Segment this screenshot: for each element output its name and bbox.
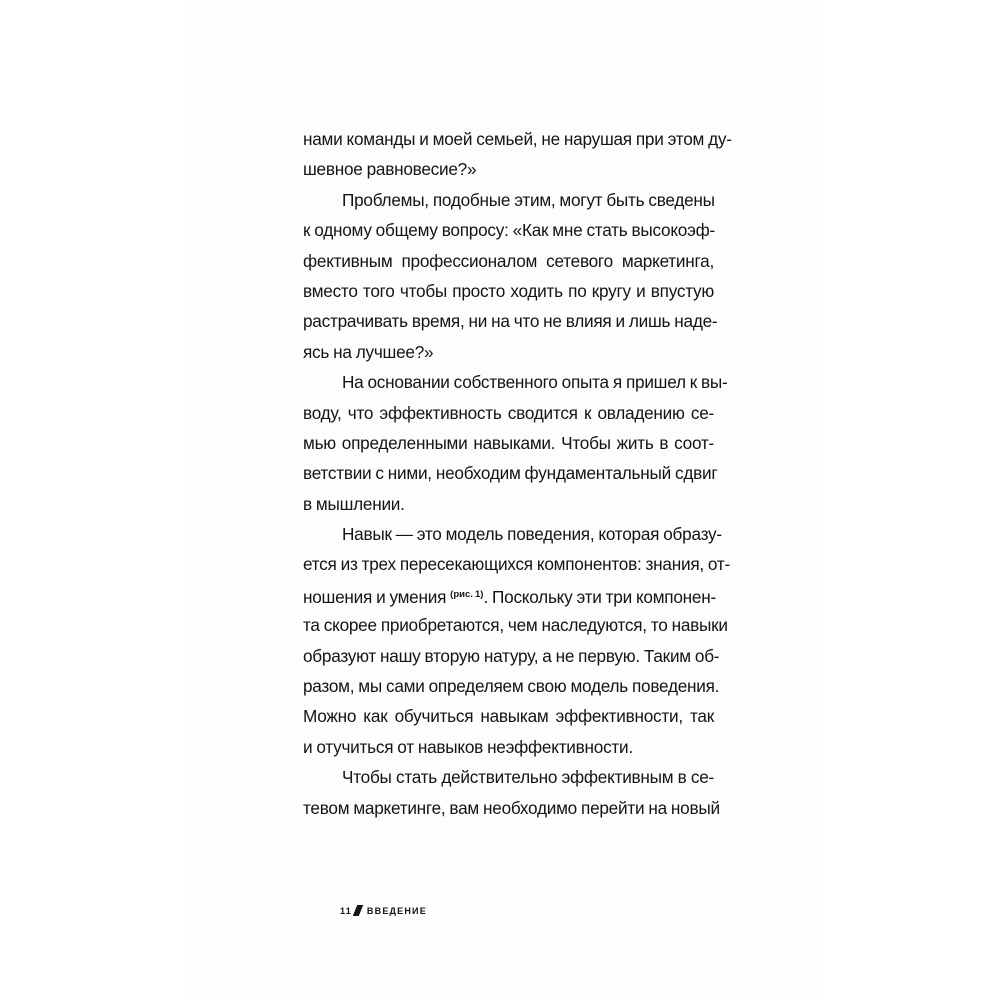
section-title: ВВЕДЕНИЕ <box>366 905 427 916</box>
page-number: 11 <box>340 905 352 916</box>
text-line: шевное равновесие?» <box>303 159 477 180</box>
slash-icon <box>353 905 363 916</box>
text-line: вместо того чтобы просто ходить по кругу и впустую <box>303 280 714 301</box>
text-line: фективным профессионалом сетевого маркетинга, <box>303 250 714 271</box>
text-line: к одному общему вопросу: «Как мне стать высокоэф- <box>303 220 715 241</box>
text-line: Можно как обучиться навыкам эффективности, так <box>303 706 714 727</box>
body-text <box>303 124 732 823</box>
text-line: ется из трех пересекающихся компонентов: знания, от- <box>303 554 730 575</box>
text-line: разом, мы сами определяем свою модель поведения. <box>303 676 720 697</box>
text-line-with-reference <box>303 580 714 610</box>
paragraph-first-line: Чтобы стать действительно эффективным в се- <box>342 767 714 788</box>
figure-reference: (рис. 1) <box>450 588 484 600</box>
text-fragment: . Поскольку эти три компонен- <box>483 586 716 607</box>
paragraph-first-line: Проблемы, подобные этим, могут быть сведены <box>342 189 715 210</box>
text-line: воду, что эффективность сводится к овладению се- <box>303 402 714 423</box>
page-footer <box>340 905 427 916</box>
text-line: мью определенными навыками. Чтобы жить в соот- <box>303 432 714 453</box>
text-line: образуют нашу вторую натуру, а не первую. Таким об- <box>303 645 720 666</box>
text-line: та скорее приобретаются, чем наследуются, то навыки <box>303 615 728 636</box>
text-fragment: ношения и умения <box>303 586 447 607</box>
text-line: в мышлении. <box>303 493 405 514</box>
paragraph-first-line: На основании собственного опыта я пришел к вы- <box>342 372 728 393</box>
text-line: и отучиться от навыков неэффективности. <box>303 736 633 757</box>
paragraph-first-line: Навык — это модель поведения, которая образу- <box>342 524 722 545</box>
text-line: ясь на лучшее?» <box>303 341 434 362</box>
text-line: нами команды и моей семьей, не нарушая при этом ду- <box>303 129 732 149</box>
text-line: растрачивать время, ни на что не влияя и лишь наде- <box>303 311 718 332</box>
text-line: ветствии с ними, необходим фундаментальный сдвиг <box>303 463 718 484</box>
text-line: тевом маркетинге, вам необходимо перейти на новый <box>303 797 720 818</box>
